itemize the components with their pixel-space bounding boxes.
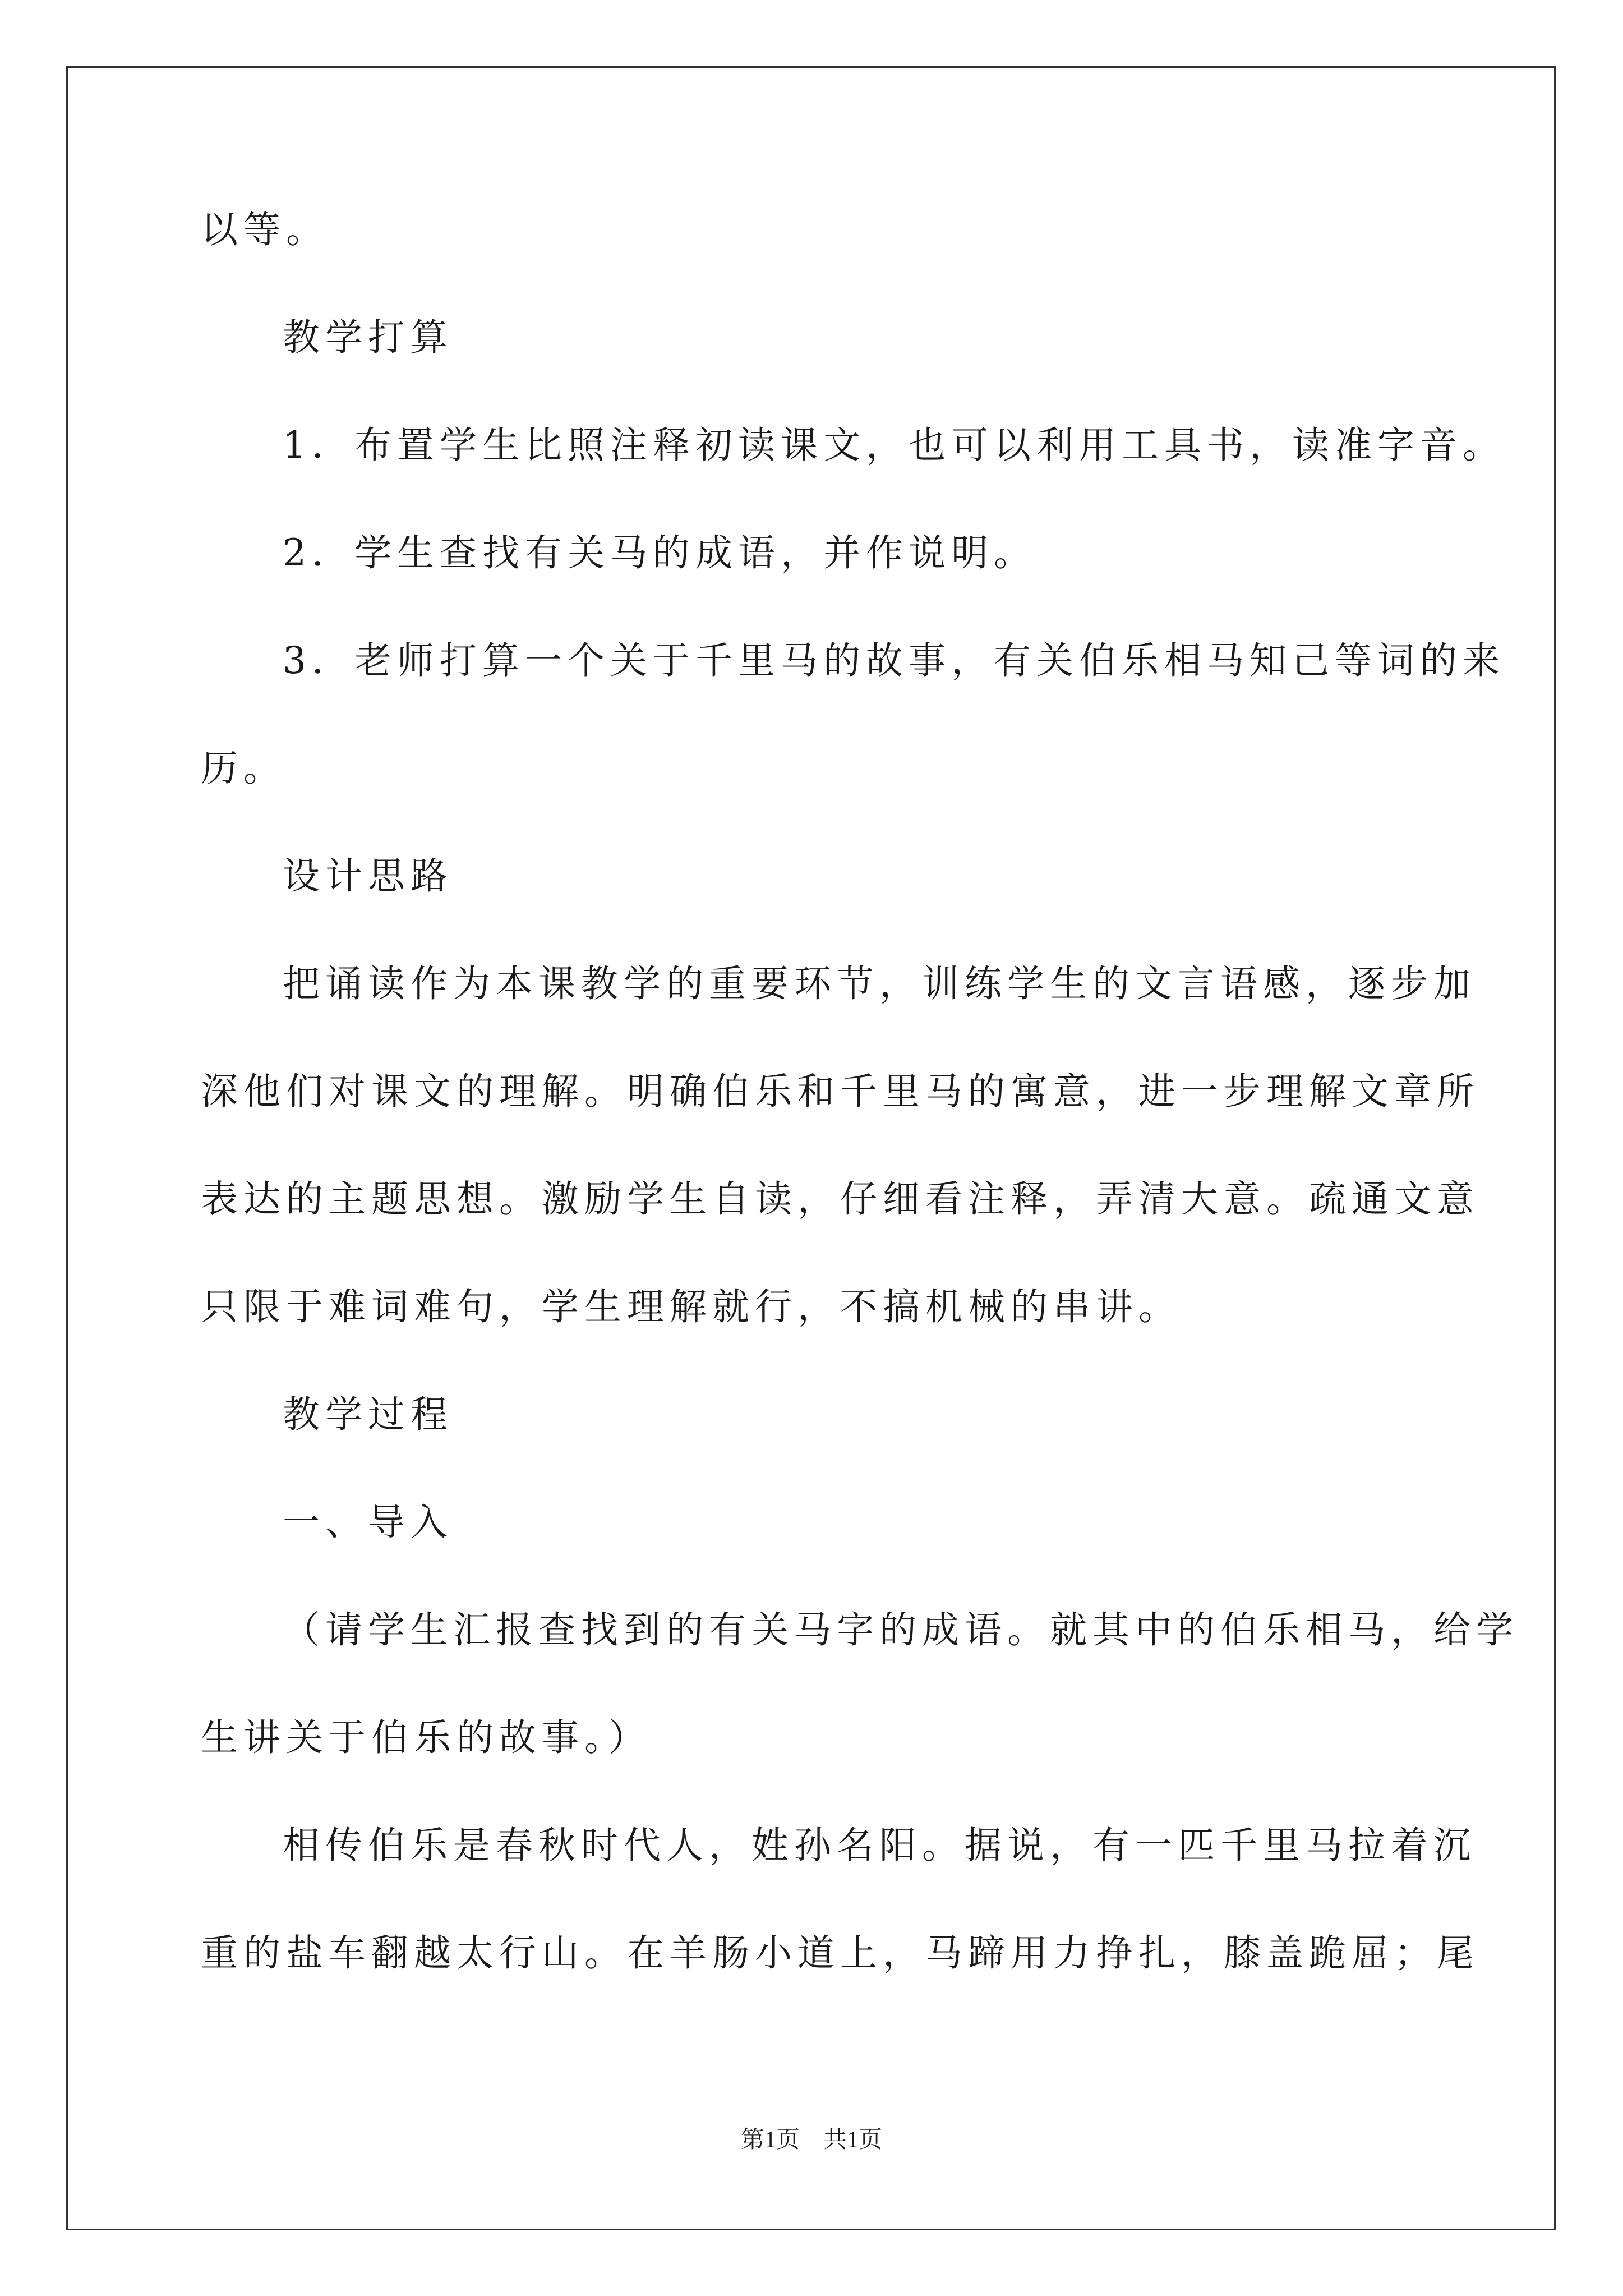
section-heading: 教学打算	[283, 316, 453, 359]
text-line: 以等。	[201, 208, 329, 251]
section-heading: 教学过程	[283, 1393, 453, 1436]
list-item: 3．老师打算一个关于千里马的故事，有关伯乐相马知己等词的来	[283, 639, 1505, 682]
paragraph-line: 深他们对课文的理解。明确伯乐和千里马的寓意，进一步理解文章所	[201, 1070, 1479, 1113]
paragraph-line: 生讲关于伯乐的故事。）	[201, 1716, 651, 1759]
page-number: 第1页 共1页	[740, 2127, 882, 2153]
page-border	[66, 66, 1556, 2230]
section-heading: 设计思路	[283, 854, 453, 898]
section-heading: 一、导入	[283, 1501, 453, 1544]
paragraph-line: 相传伯乐是春秋时代人，姓孙名阳。据说，有一匹千里马拉着沉	[283, 1824, 1476, 1867]
list-item: 1．布置学生比照注释初读课文，也可以利用工具书，读准字音。	[283, 424, 1505, 467]
paragraph-line: 表达的主题思想。激励学生自读，仔细看注释，弄清大意。疏通文意	[201, 1177, 1479, 1221]
paragraph-line: （请学生汇报查找到的有关马字的成语。就其中的伯乐相马，给学	[283, 1608, 1519, 1651]
paragraph-line: 重的盐车翻越太行山。在羊肠小道上，马蹄用力挣扎，膝盖跪屈；尾	[201, 1931, 1479, 1975]
paragraph-line: 只限于难词难句，学生理解就行，不搞机械的串讲。	[201, 1285, 1181, 1328]
text-line: 历。	[201, 747, 286, 790]
paragraph-line: 把诵读作为本课教学的重要环节，训练学生的文言语感，逐步加	[283, 962, 1476, 1005]
list-item: 2．学生查找有关马的成语，并作说明。	[283, 531, 1036, 574]
